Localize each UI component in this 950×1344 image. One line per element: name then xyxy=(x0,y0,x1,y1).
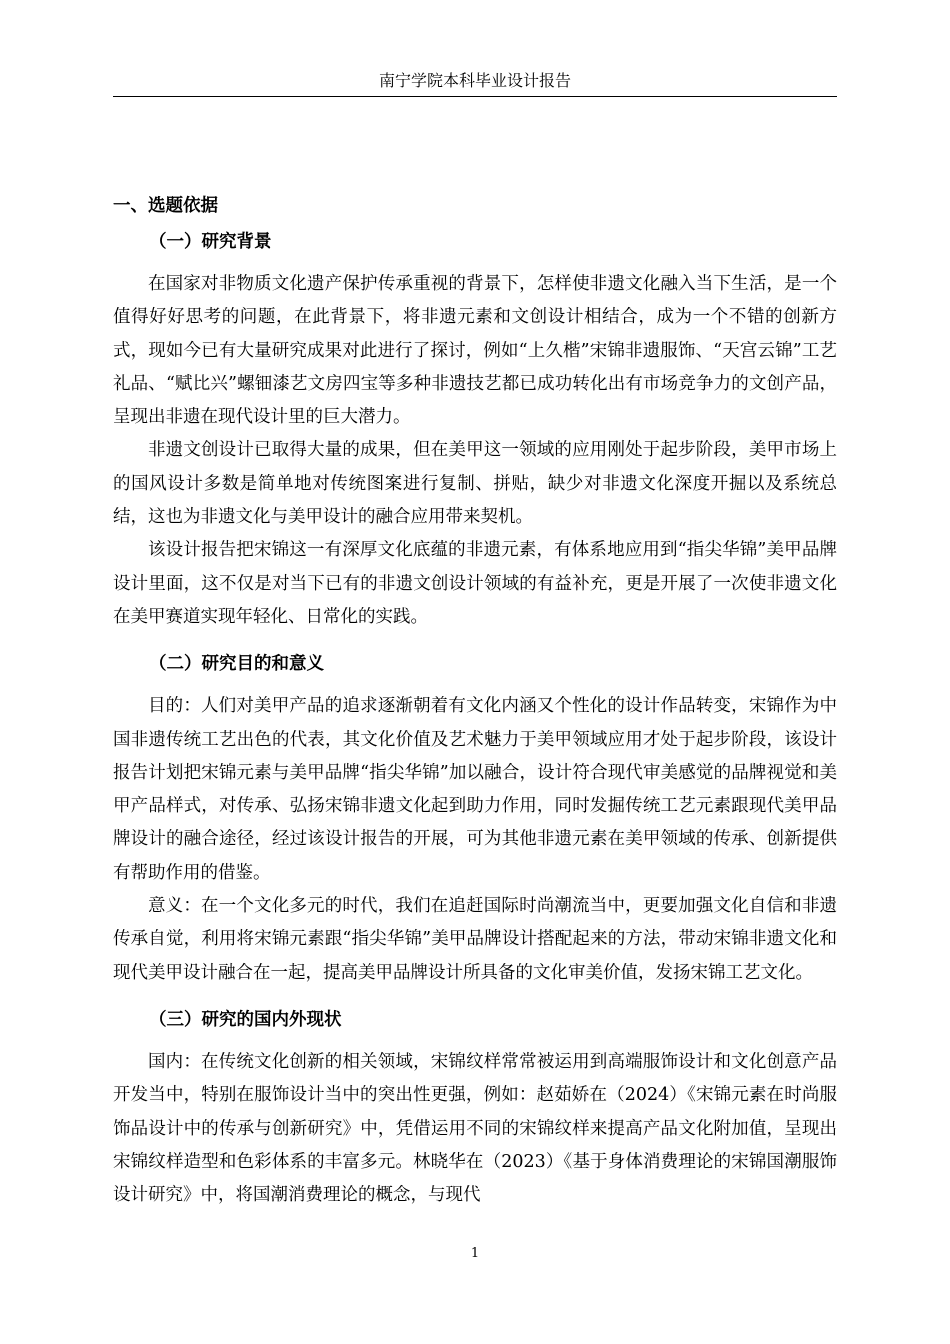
paragraph: 该设计报告把宋锦这一有深厚文化底蕴的非遗元素，有体系地应用到“指尖华锦”美甲品牌设计里面，这不仅是对当下已有的非遗文创设计领域的有益补充，更是开展了一次使非遗文化在美甲赛道实现年轻化、日常化的实践。 xyxy=(113,540,837,627)
subsection-heading-status: （三）研究的国内外现状 xyxy=(149,1009,342,1030)
paragraph: 国内：在传统文化创新的相关领域，宋锦纹样常常被运用到高端服饰设计和文化创意产品开发当中，特别在服饰设计当中的突出性更强，例如：赵茹娇在（2024）《宋锦元素在时尚服饰品设计中的传承与创新研究》中，凭借运用不同的宋锦纹样来提高产品文化附加值，呈现出宋锦纹样造型和色彩体系的丰富多元。林晓华在（2023）《基于身体消费理论的宋锦国潮服饰设计研究》中，将国潮消费理论的概念，与现代 xyxy=(113,1051,837,1206)
subsection-heading-background: （一）研究背景 xyxy=(149,232,272,252)
page-header: 南宁学院本科毕业设计报告 xyxy=(113,66,837,97)
paragraph: 意义：在一个文化多元的时代，我们在追赶国际时尚潮流当中，更要加强文化自信和非遗传承自觉，利用将宋锦元素跟“指尖华锦”美甲品牌设计搭配起来的方法，带动宋锦非遗文化和现代美甲设计融合在一起，提高美甲品牌设计所具备的文化审美价值，发扬宋锦工艺文化。 xyxy=(113,896,837,983)
section-heading: 一、选题依据 xyxy=(113,196,218,216)
page-content xyxy=(113,188,837,1212)
paragraph: 在国家对非物质文化遗产保护传承重视的背景下，怎样使非遗文化融入当下生活，是一个值得好好思考的问题，在此背景下，将非遗元素和文创设计相结合，成为一个不错的创新方式，现如今已有大量研究成果对此进行了探讨，例如“上久楷”宋锦非遗服饰、“天宫云锦”工艺礼品、“赋比兴”螺钿漆艺文房四宝等多种非遗技艺都已成功转化出有市场竞争力的文创产品，呈现出非遗在现代设计里的巨大潜力。 xyxy=(113,274,837,428)
paragraph: 非遗文创设计已取得大量的成果，但在美甲这一领域的应用刚处于起步阶段，美甲市场上的国风设计多数是简单地对传统图案进行复制、拼贴，缺少对非遗文化深度开掘以及系统总结，这也为非遗文化与美甲设计的融合应用带来契机。 xyxy=(113,440,837,528)
paragraph: 目的：人们对美甲产品的追求逐渐朝着有文化内涵又个性化的设计作品转变，宋锦作为中国非遗传统工艺出色的代表，其文化价值及艺术魅力于美甲领域应用才处于起步阶段，该设计报告计划把宋锦元素与美甲品牌“指尖华锦”加以融合，设计符合现代审美感觉的品牌视觉和美甲产品样式，对传承、弘扬宋锦非遗文化起到助力作用，同时发掘传统工艺元素跟现代美甲品牌设计的融合途径，经过该设计报告的开展，可为其他非遗元素在美甲领域的传承、创新提供有帮助作用的借鉴。 xyxy=(113,696,837,883)
subsection-heading-purpose: （二）研究目的和意义 xyxy=(149,654,324,675)
page-number: 1 xyxy=(470,1246,480,1261)
